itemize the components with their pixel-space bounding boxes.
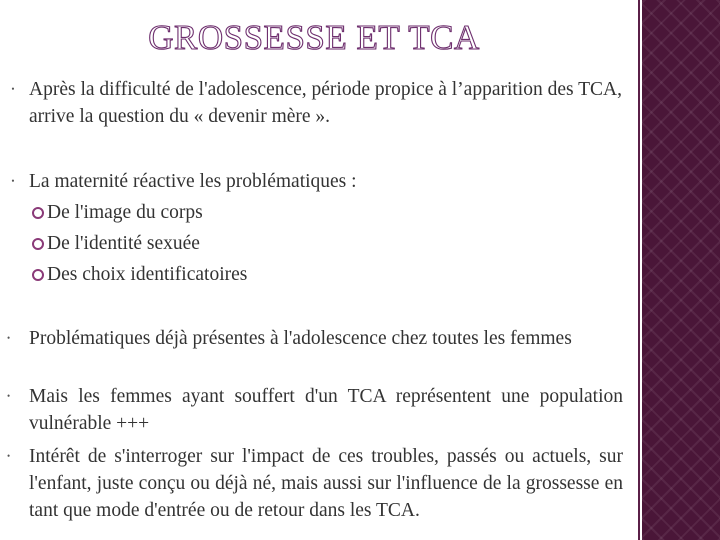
bullet-item (7, 383, 623, 437)
sub-item (29, 259, 623, 290)
sub-item (29, 197, 623, 228)
slide-title: GROSSESSE ET TCA (148, 18, 480, 57)
sub-item-text: De l'image du corps (47, 202, 203, 223)
bullet-text: Problématiques déjà présentes à l'adolescence chez toutes les femmes (29, 328, 572, 349)
sub-item-text: De l'identité sexuée (47, 233, 200, 254)
circle-bullet-icon (32, 238, 44, 250)
bullet-icon: • (11, 84, 15, 94)
bullet-item (7, 325, 623, 352)
bullet-icon: • (7, 391, 11, 401)
bullet-icon: • (11, 176, 15, 186)
circle-bullet-icon (32, 269, 44, 281)
bullet-item (11, 76, 623, 130)
bullet-icon: • (7, 333, 11, 343)
bullet-text: La maternité réactive les problématiques : (29, 171, 357, 192)
circle-bullet-icon (32, 207, 44, 219)
bullet-item (11, 168, 623, 290)
bullet-icon: • (7, 451, 11, 461)
sub-list (29, 197, 623, 290)
bullet-item (7, 443, 623, 524)
bullet-text: Après la difficulté de l'adolescence, période propice à l’apparition des TCA, arrive la question du « devenir mère ». (29, 79, 622, 127)
sub-item-text: Des choix identificatoires (47, 264, 248, 285)
bullet-text: Intérêt de s'interroger sur l'impact de ces troubles, passés ou actuels, sur l'enfant, juste conçu ou déjà né, mais aussi sur l'influence de la grossesse en tant que mode d'entrée ou de retour dans les TCA. (29, 446, 623, 521)
bullet-text: Mais les femmes ayant souffert d'un TCA représentent une population vulnérable +++ (29, 386, 623, 434)
decorative-side-panel (642, 0, 720, 540)
sub-item (29, 228, 623, 259)
